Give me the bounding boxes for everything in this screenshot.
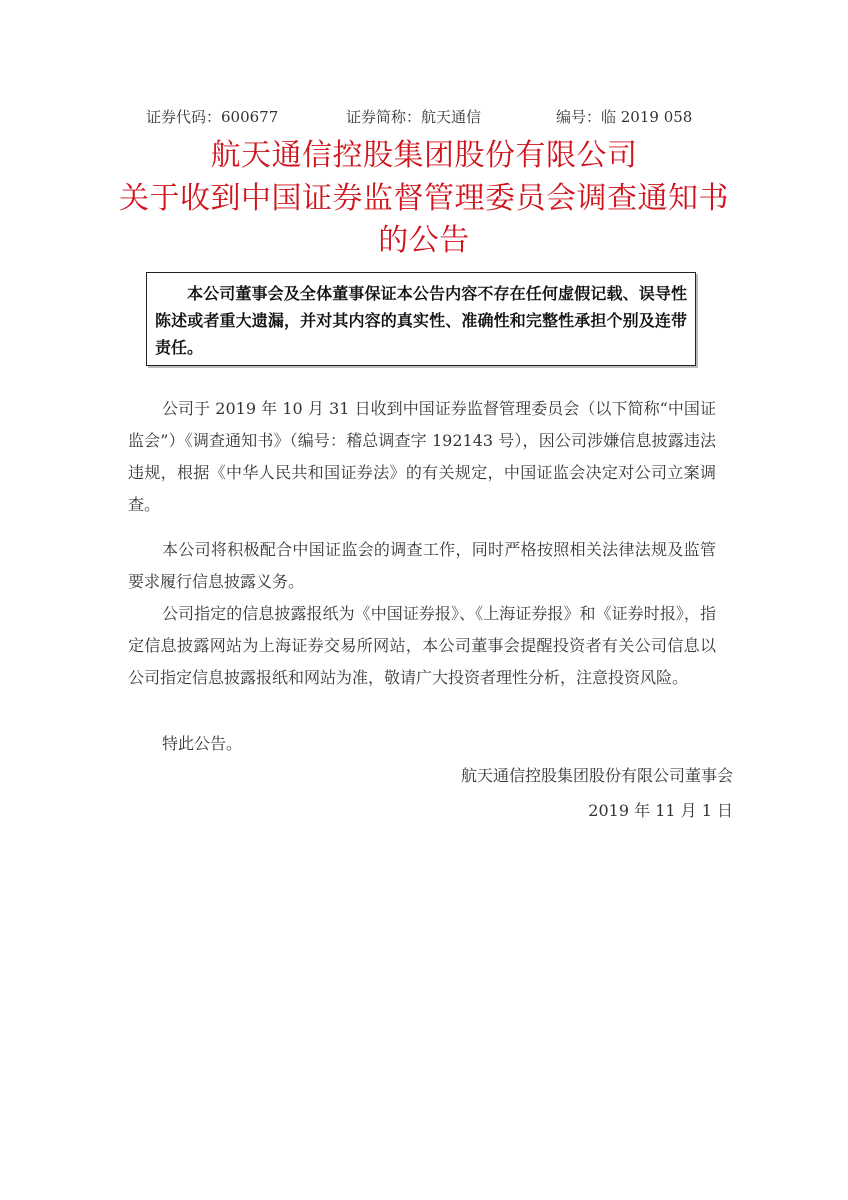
- serial-number: 编号：临 2019 058: [556, 108, 693, 126]
- stock-code: 证券代码：600677: [146, 108, 279, 126]
- stock-abbreviation: 证券简称：航天通信: [346, 108, 482, 126]
- signature-date: 2019 年 11 月 1 日: [588, 801, 733, 820]
- board-guarantee-notice: 本公司董事会及全体董事保证本公告内容不存在任何虚假记载、误导性陈述或者重大遗漏，并对其内容的真实性、准确性和完整性承担个别及连带责任。: [146, 272, 696, 366]
- document-header: [146, 105, 706, 129]
- paragraph-disclosure-media: 公司指定的信息披露报纸为《中国证券报》、《上海证券报》和《证券时报》，指定信息披露网站为上海证券交易所网站，本公司董事会提醒投资者有关公司信息以公司指定信息披露报纸和网站为准，敬请广大投资者理性分析，注意投资风险。: [128, 604, 716, 687]
- title-suffix: 的公告: [378, 223, 470, 258]
- signature-organization: 航天通信控股集团股份有限公司董事会: [460, 766, 733, 785]
- paragraph-cooperation: 本公司将积极配合中国证监会的调查工作，同时严格按照相关法律法规及监管要求履行信息披露义务。: [128, 540, 716, 591]
- paragraph-investigation-notice: 公司于 2019 年 10 月 31 日收到中国证券监督管理委员会（以下简称“中国证监会”）《调查通知书》（编号：稽总调查字 192143 号），因公司涉嫌信息披露违法违规，根据《中华人民共和国证券法》的有关规定，中国证监会决定对公司立案调查。: [128, 399, 716, 514]
- paragraph-closing: 特此公告。: [162, 734, 243, 753]
- title-subject: 关于收到中国证券监督管理委员会调查通知书: [119, 181, 729, 216]
- title-company-name: 航天通信控股集团股份有限公司: [210, 138, 638, 173]
